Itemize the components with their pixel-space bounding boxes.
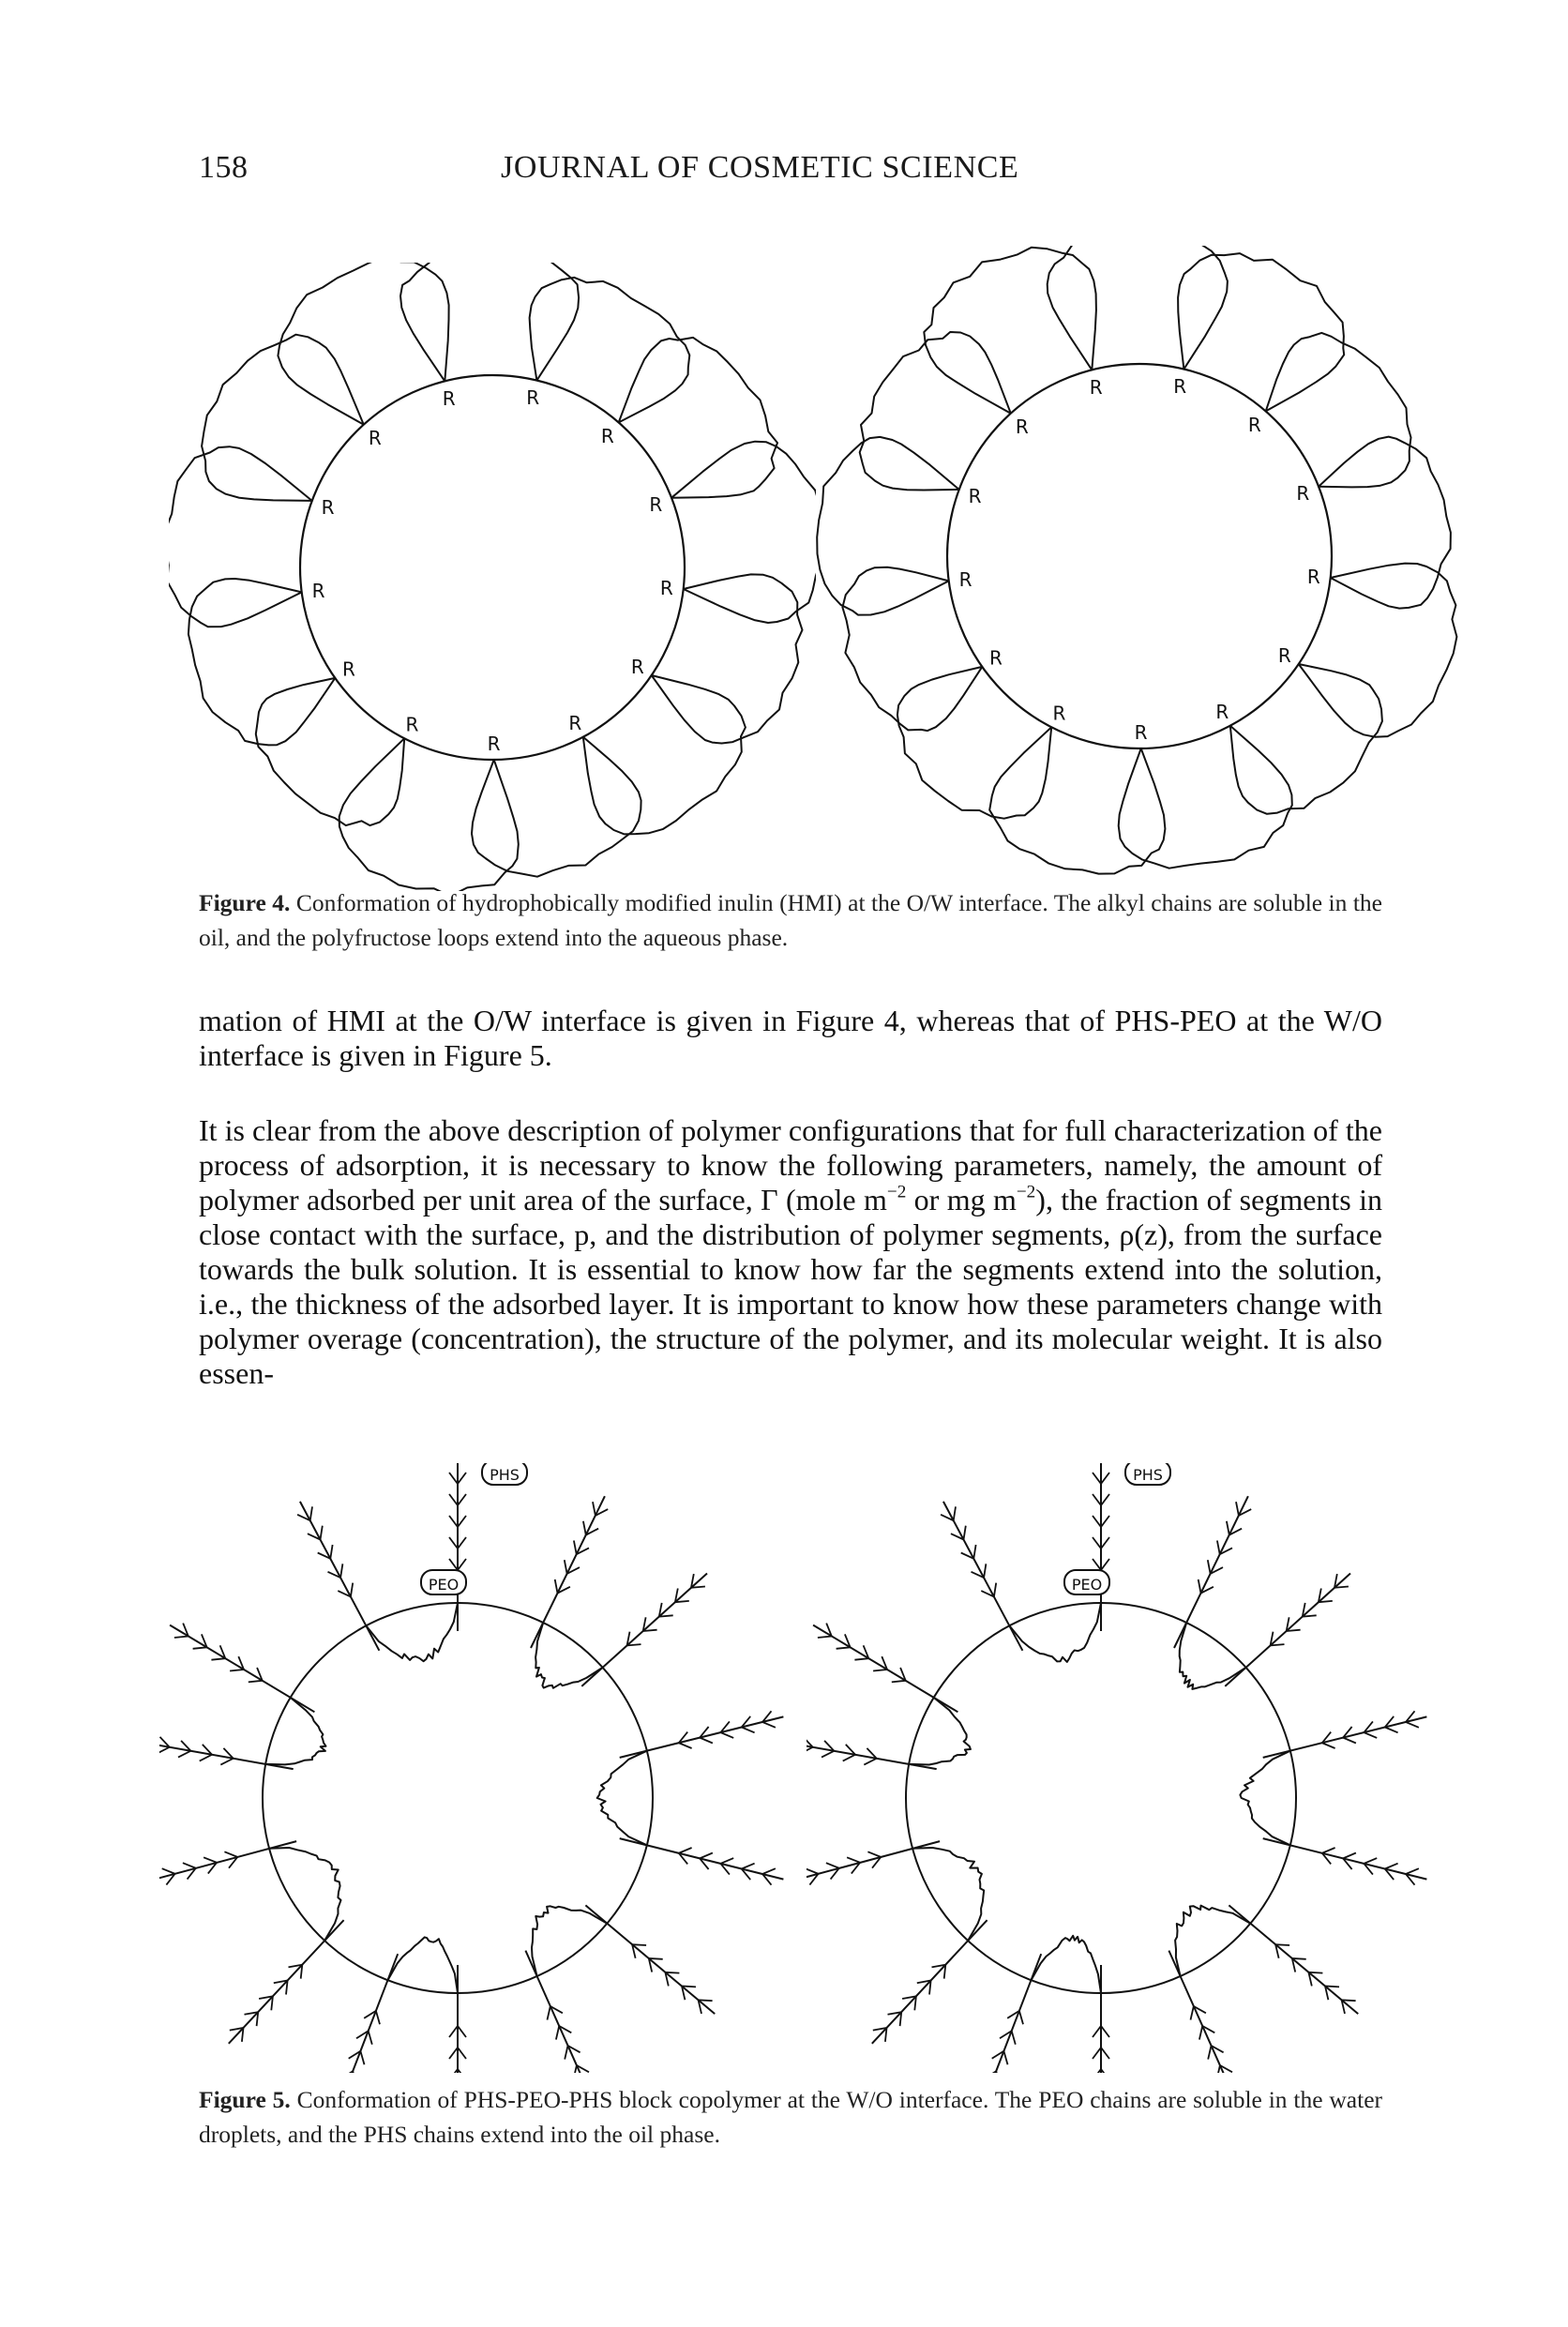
phs-chevron bbox=[807, 1737, 813, 1754]
alkyl-anchor-label: R bbox=[989, 646, 1003, 670]
polyfructose-loop bbox=[652, 574, 803, 743]
hmi-droplet-diagram bbox=[816, 246, 1463, 884]
polyfructose-loop bbox=[472, 737, 641, 877]
figure-4-caption-text: Conformation of hydrophobically modified inulin (HMI) at the O/W interface. The alkyl chains are soluble in the oil, and the polyfructose loops extend into the aqueous phase. bbox=[199, 889, 1382, 951]
superscript: −2 bbox=[886, 1182, 907, 1202]
droplet-interface bbox=[263, 1603, 653, 1993]
peo-loop bbox=[532, 1906, 607, 1976]
polyfructose-loop bbox=[169, 446, 312, 627]
peo-tag bbox=[1064, 1570, 1109, 1594]
phs-chain bbox=[1174, 1496, 1248, 1648]
alkyl-anchor-label: R bbox=[568, 711, 582, 734]
alkyl-anchor-label: R bbox=[405, 713, 419, 736]
alkyl-anchor-label: R bbox=[321, 496, 335, 520]
peo-loop bbox=[269, 1848, 340, 1941]
alkyl-anchor-label: R bbox=[649, 493, 663, 517]
polyfructose-loop bbox=[1048, 246, 1228, 370]
polyfructose-loop bbox=[1266, 333, 1411, 488]
phs-chain bbox=[1263, 1716, 1427, 1758]
figure-5-right-diagram bbox=[807, 1463, 1463, 2073]
phs-chain bbox=[581, 1574, 707, 1686]
phs-chain bbox=[620, 1838, 784, 1880]
phs-chain bbox=[300, 1502, 380, 1651]
phs-chain bbox=[813, 1625, 957, 1713]
polyfructose-loop bbox=[339, 738, 519, 891]
alkyl-anchor-label: R bbox=[1215, 700, 1229, 723]
alkyl-anchor-label: R bbox=[442, 386, 456, 410]
phs-chain bbox=[872, 1920, 988, 2044]
phs-chain bbox=[1229, 1905, 1358, 2014]
phs-tag bbox=[1125, 1463, 1170, 1485]
paragraph-text: mation of HMI at the O/W interface is given in Figure 4, whereas that of PHS-PEO at the W/O interface is given in Figure 5. bbox=[199, 1004, 1382, 1072]
phs-peo-droplet-diagram bbox=[159, 1463, 816, 2073]
paragraph-segment: ), the fraction of segments in close contact with the surface, p, and the distribution of polymer segments, ρ(z), from the surface towards the bulk solution. It is essential to know how far the segments extend into the solution, i.e., the thickness of the adsorbed layer. It is important to know how these parameters change with polymer overage (concentration), the structure of the polymer, and its molecular weight. It is also essen- bbox=[199, 1183, 1383, 1390]
phs-tag-text: PHS bbox=[490, 1466, 520, 1484]
alkyl-anchor-label: R bbox=[958, 568, 972, 592]
alkyl-anchor-label: R bbox=[1015, 416, 1029, 439]
phs-chain bbox=[585, 1905, 715, 2014]
polyfructose-loop bbox=[400, 263, 579, 381]
phs-chain bbox=[229, 1920, 344, 2044]
phs-chain bbox=[170, 1625, 314, 1713]
alkyl-anchor-label: R bbox=[1296, 482, 1310, 506]
page-number: 158 bbox=[199, 150, 249, 185]
peo-loop bbox=[1009, 1603, 1101, 1662]
peo-tag-text: PEO bbox=[1071, 1576, 1103, 1594]
peo-tag bbox=[421, 1570, 466, 1594]
figure-5-caption bbox=[199, 2082, 1382, 2152]
polyfructose-loop bbox=[1230, 664, 1382, 814]
phs-chain bbox=[1263, 1838, 1427, 1880]
peo-loop bbox=[597, 1751, 647, 1846]
peo-loop bbox=[366, 1603, 458, 1661]
paragraph-segment: It is clear from the above description of polymer configurations that for full characterization of the process of adsorption, it is necessary to know the following parameters, namely, the amount of polymer adsorbed per unit area of the surface, Γ (mole m bbox=[199, 1113, 1382, 1216]
polyfructose-loop bbox=[188, 579, 335, 745]
figure-4-caption bbox=[199, 885, 1382, 955]
paragraph-text bbox=[199, 1113, 1382, 1391]
alkyl-anchor-label: R bbox=[1134, 721, 1148, 744]
figure-4-label: Figure 4. bbox=[199, 889, 291, 916]
hmi-droplet-diagram bbox=[169, 263, 816, 891]
alkyl-anchor-label: R bbox=[368, 427, 382, 450]
peo-loop bbox=[535, 1623, 603, 1688]
peo-loop bbox=[1175, 1906, 1250, 1976]
peo-tag-text: PEO bbox=[428, 1576, 460, 1594]
alkyl-anchor-label: R bbox=[630, 655, 644, 678]
phs-chain bbox=[159, 1740, 294, 1769]
alkyl-anchor-label: R bbox=[1277, 643, 1291, 667]
polyfructose-loop bbox=[583, 675, 746, 834]
phs-chain bbox=[1225, 1574, 1350, 1686]
droplet-interface bbox=[947, 364, 1332, 748]
droplet-interface bbox=[906, 1603, 1296, 1993]
droplet-interface bbox=[300, 375, 685, 760]
phs-chevron bbox=[1217, 2065, 1232, 2073]
running-header bbox=[199, 150, 1371, 197]
polyfructose-loop bbox=[256, 678, 404, 825]
alkyl-anchor-label: R bbox=[600, 425, 614, 447]
polyfructose-loop bbox=[897, 667, 1051, 819]
alkyl-anchor-label: R bbox=[1306, 566, 1320, 588]
figure-4-left-diagram bbox=[169, 263, 816, 891]
body-paragraph-1 bbox=[199, 1004, 1382, 1073]
figure-5-left-diagram bbox=[159, 1463, 816, 2073]
body-paragraph-2 bbox=[199, 1113, 1382, 1391]
alkyl-anchor-label: R bbox=[659, 577, 673, 599]
phs-chevron bbox=[341, 2071, 357, 2073]
polyfructose-loop bbox=[842, 567, 982, 731]
paragraph-segment: or mg m bbox=[906, 1183, 1017, 1216]
polyfructose-loop bbox=[530, 278, 690, 423]
alkyl-anchor-label: R bbox=[1173, 375, 1187, 399]
polyfructose-loop bbox=[278, 263, 448, 425]
phs-chain bbox=[943, 1502, 1023, 1651]
alkyl-anchor-label: R bbox=[526, 386, 540, 410]
phs-peo-droplet-diagram bbox=[807, 1463, 1463, 2073]
superscript: −2 bbox=[1016, 1182, 1036, 1202]
polyfructose-loop bbox=[817, 437, 959, 615]
phs-tag-text: PHS bbox=[1133, 1466, 1163, 1484]
phs-tag bbox=[482, 1463, 527, 1485]
alkyl-anchor-label: R bbox=[487, 733, 501, 755]
peo-loop bbox=[912, 1848, 984, 1941]
polyfructose-loop bbox=[1178, 253, 1344, 411]
phs-chain bbox=[620, 1716, 784, 1758]
journal-title: JOURNAL OF COSMETIC SCIENCE bbox=[501, 150, 1019, 185]
figure-5-label: Figure 5. bbox=[199, 2086, 291, 2113]
alkyl-anchor-label: R bbox=[342, 657, 355, 681]
alkyl-anchor-label: R bbox=[1089, 375, 1103, 399]
alkyl-anchor-label: R bbox=[1247, 414, 1261, 436]
alkyl-anchor-label: R bbox=[968, 485, 982, 508]
polyfructose-loop bbox=[924, 248, 1096, 414]
phs-chevron bbox=[985, 2071, 1001, 2073]
polyfructose-loop bbox=[860, 332, 1011, 491]
alkyl-anchor-label: R bbox=[1052, 702, 1066, 725]
figure-5-caption-text: Conformation of PHS-PEO-PHS block copolymer at the W/O interface. The PEO chains are soluble in the water droplets, and the PHS chains extend into the oil phase. bbox=[199, 2086, 1383, 2148]
phs-chain bbox=[531, 1496, 605, 1648]
polyfructose-loop bbox=[1119, 726, 1292, 869]
alkyl-anchor-label: R bbox=[311, 580, 325, 603]
figure-4-right-diagram bbox=[816, 246, 1463, 884]
peo-loop bbox=[1240, 1751, 1289, 1846]
phs-chevron bbox=[574, 2065, 589, 2073]
polyfructose-loop bbox=[619, 338, 777, 498]
polyfructose-loop bbox=[1319, 437, 1451, 609]
